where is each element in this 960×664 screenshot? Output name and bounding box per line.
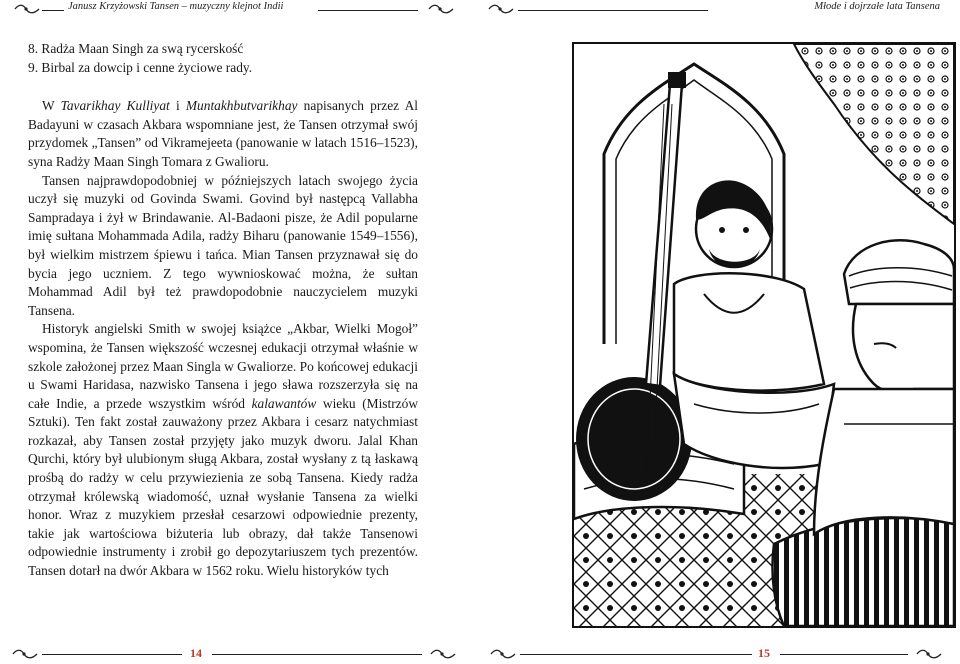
list-item: 9. Birbal za dowcip i cenne życiowe rady. xyxy=(28,59,253,75)
left-running-header xyxy=(0,0,480,18)
left-footer xyxy=(0,642,480,664)
body-paragraph xyxy=(28,172,418,321)
left-page-number: 14 xyxy=(190,646,202,660)
footer-rule xyxy=(520,654,752,655)
footer-ornament-icon xyxy=(916,648,942,660)
italic-text: kalawantów xyxy=(251,395,317,411)
header-ornament-icon xyxy=(428,3,454,15)
right-header-title: Młode i dojrzałe lata Tansena xyxy=(814,1,940,12)
left-page-body xyxy=(28,40,418,581)
body-paragraph xyxy=(28,97,418,171)
italic-text: Tavarikhay Kulliyat xyxy=(60,98,170,114)
text-run: Tansen najprawdopodobniej w późniejszych latach swojego życia uczył się muzyki od Govinda Swami. Govind był następcą Vallabha Sampradaya i żył w Brindawanie. Al-Badaoni pisze, że Adil popularne imię sułtana Mohammada Adila, radży Biharu (panowanie 1549–1556), był wielkim mistrzem śpiewu i tańca. Mian Tansen przyznawał się do bycia jego uczniem. Z tego wywnioskować można, że sułtan Mohammad Adil był też prawdopodobnie nauczycielem muzyki Tansena. xyxy=(28,172,418,318)
footer-rule xyxy=(212,654,422,655)
list-item: 8. Radża Maan Singh za swą rycerskość xyxy=(28,41,244,56)
footer-ornament-icon xyxy=(430,648,456,660)
footer-ornament-icon xyxy=(12,648,38,660)
left-header-title: Janusz Krzyżowski Tansen – muzyczny klejnot Indii xyxy=(68,1,284,12)
header-ornament-icon xyxy=(14,3,40,15)
right-page-number: 15 xyxy=(758,646,770,660)
right-footer xyxy=(480,642,960,664)
tansen-with-tanpura-illustration xyxy=(572,42,956,628)
header-rule xyxy=(42,10,64,11)
text-run: W xyxy=(42,98,61,114)
footer-ornament-icon xyxy=(490,648,516,660)
text-run: Historyk angielski Smith w swojej książce „Akbar, Wielki Mogoł” wspomina, że Tansen większość wczesnej edukacji otrzymał właśnie w szkole założonej przez Maan Singla w Gwaliorze. Po końcowej edukacji u Swami Haridasa, nazwisko Tansena i jego sława rozszerzyła się na całe Indie, a przede wszystkim wśród xyxy=(28,321,418,411)
header-ornament-icon xyxy=(488,3,514,15)
header-rule xyxy=(518,10,708,11)
body-paragraphs xyxy=(28,97,418,580)
honor-list xyxy=(28,40,418,77)
text-run: i xyxy=(169,98,186,114)
footer-rule xyxy=(42,654,182,655)
text-run: napisanych przez Al Badayuni w czasach Akbara wspomniane jest, że Tansen otrzymał swój przydomek „Tansen” od Vikramejeeta (panowanie w latach 1516–1523), syna Radży Maan Singh Tomara z Gwalioru. xyxy=(28,98,418,169)
right-running-header xyxy=(480,0,960,18)
right-page xyxy=(480,0,960,664)
text-run: wieku (Mistrzów Sztuki). Ten fakt został zauważony przez Akbara i cesarz natychmiast rozkazał, aby Tansen został przyjęty jako muzyk dworu. Jalal Khan Qurchi, który był ulubionym sługą Akbara, został wysłany z tą łaskawą prośbą do radży w celu przywiezienia ze sobą Tansena. Kiedy radża otrzymał królewską wiadomość, uznał wysłanie Tansena za wielki honor. Wraz z muzykiem przesłał cesarzowi odpowiednie prezenty, takie jak wartościowa biżuteria lub obrazy, dał także Tansenowi odpowiednie instrumenty i zrobił go depozytariuszem tych prezentów. Tansen dotarł na dwór Akbara w 1562 roku. Wielu historyków tych xyxy=(28,395,418,579)
footer-rule xyxy=(780,654,908,655)
italic-text: Muntakhbutvarikhay xyxy=(185,98,298,114)
header-rule xyxy=(318,10,418,11)
illustration-art xyxy=(574,44,954,626)
body-paragraph xyxy=(28,320,418,580)
